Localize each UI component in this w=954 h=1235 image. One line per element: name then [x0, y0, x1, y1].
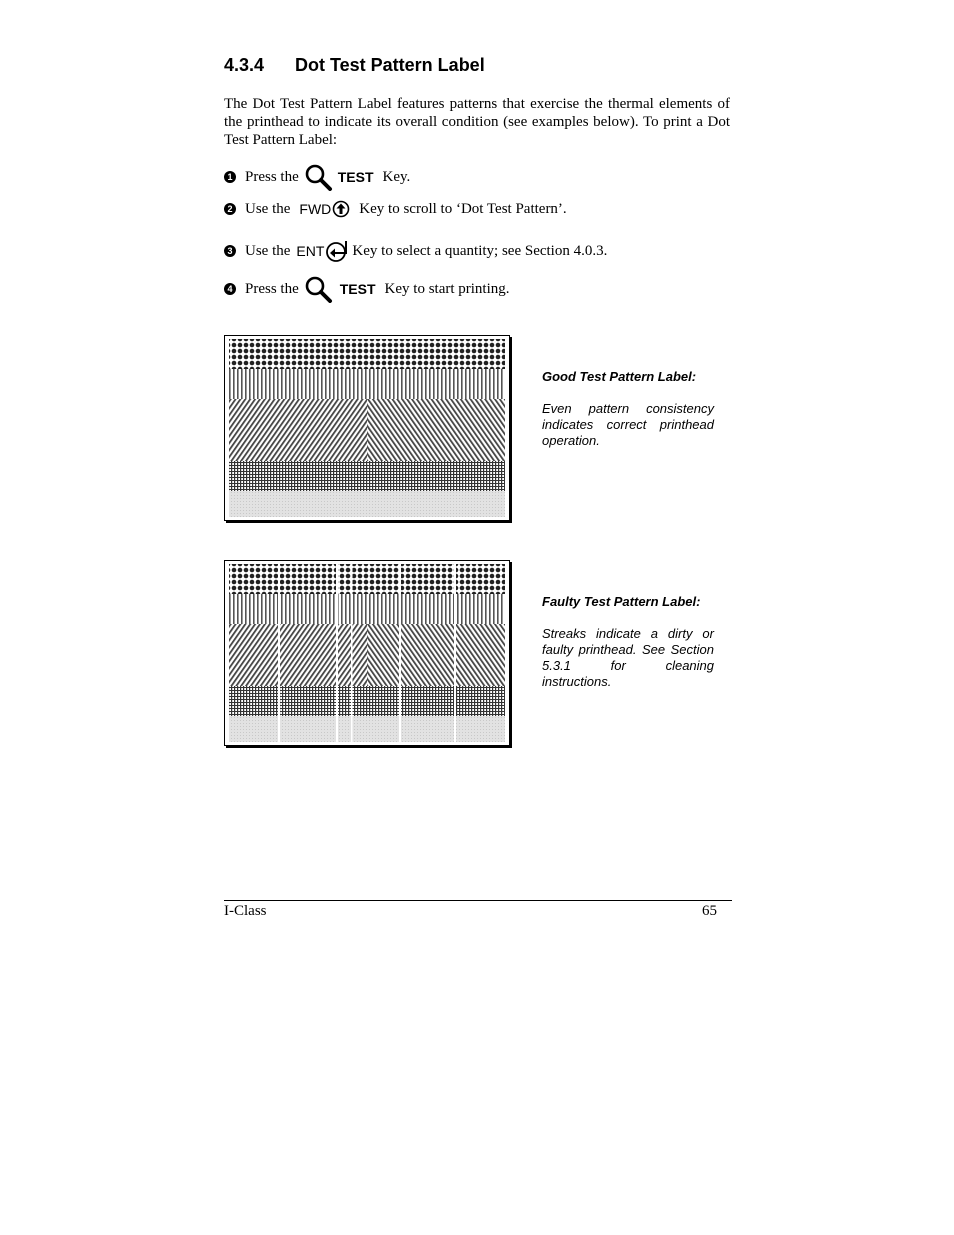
step-3	[224, 240, 607, 262]
step-text-after: Key to select a quantity; see Section 4.0.3.	[352, 242, 608, 259]
footer-product-name: I-Class	[224, 903, 267, 919]
faulty-pattern-caption-body: Streaks indicate a dirty or faulty printhead. See Section 5.3.1 for cleaning instructions.	[542, 626, 714, 689]
test-key-label: TEST	[339, 281, 376, 297]
enter-arrow-circle-icon	[325, 240, 351, 262]
test-key-label: TEST	[337, 169, 374, 185]
step-1	[224, 163, 410, 191]
step-text-before: Use the	[245, 242, 291, 259]
fwd-key-label: FWD	[299, 201, 332, 217]
faulty-pattern-caption-title: Faulty Test Pattern Label:	[542, 594, 701, 609]
faulty-test-pattern-image	[224, 560, 510, 746]
faulty-test-pattern-graphic	[225, 561, 509, 745]
intro-paragraph: The Dot Test Pattern Label features patterns that exercise the thermal elements of the printhead to indicate its overall condition (see examples below). To print a Dot Test Pattern Label:	[224, 96, 730, 148]
up-arrow-circle-icon	[332, 200, 350, 218]
magnifier-icon	[304, 275, 334, 303]
good-pattern-caption	[542, 369, 714, 449]
footer-rule	[224, 900, 732, 901]
step-marker: 1	[224, 171, 236, 183]
step-text-before: Use the	[245, 200, 291, 217]
step-text-after: Key.	[382, 168, 411, 185]
step-marker: 3	[224, 245, 236, 257]
ent-key-label: ENT	[296, 243, 325, 259]
step-marker: 4	[224, 283, 236, 295]
step-4	[224, 275, 510, 303]
step-text-after: Key to scroll to ‘Dot Test Pattern’.	[359, 200, 567, 217]
step-text-before: Press the	[245, 280, 299, 297]
page-number: 65	[702, 903, 717, 919]
section-title: Dot Test Pattern Label	[295, 55, 485, 75]
step-text-before: Press the	[245, 168, 299, 185]
faulty-pattern-caption	[542, 594, 714, 690]
section-heading	[224, 55, 485, 76]
good-test-pattern-image	[224, 335, 510, 521]
section-number: 4.3.4	[224, 55, 265, 75]
magnifier-icon	[304, 163, 334, 191]
good-pattern-caption-body: Even pattern consistency indicates correct printhead operation.	[542, 401, 714, 448]
good-test-pattern-graphic	[225, 336, 509, 520]
step-text-after: Key to start printing.	[384, 280, 510, 297]
good-pattern-caption-title: Good Test Pattern Label:	[542, 369, 697, 384]
step-marker: 2	[224, 203, 236, 215]
step-2	[224, 200, 567, 218]
